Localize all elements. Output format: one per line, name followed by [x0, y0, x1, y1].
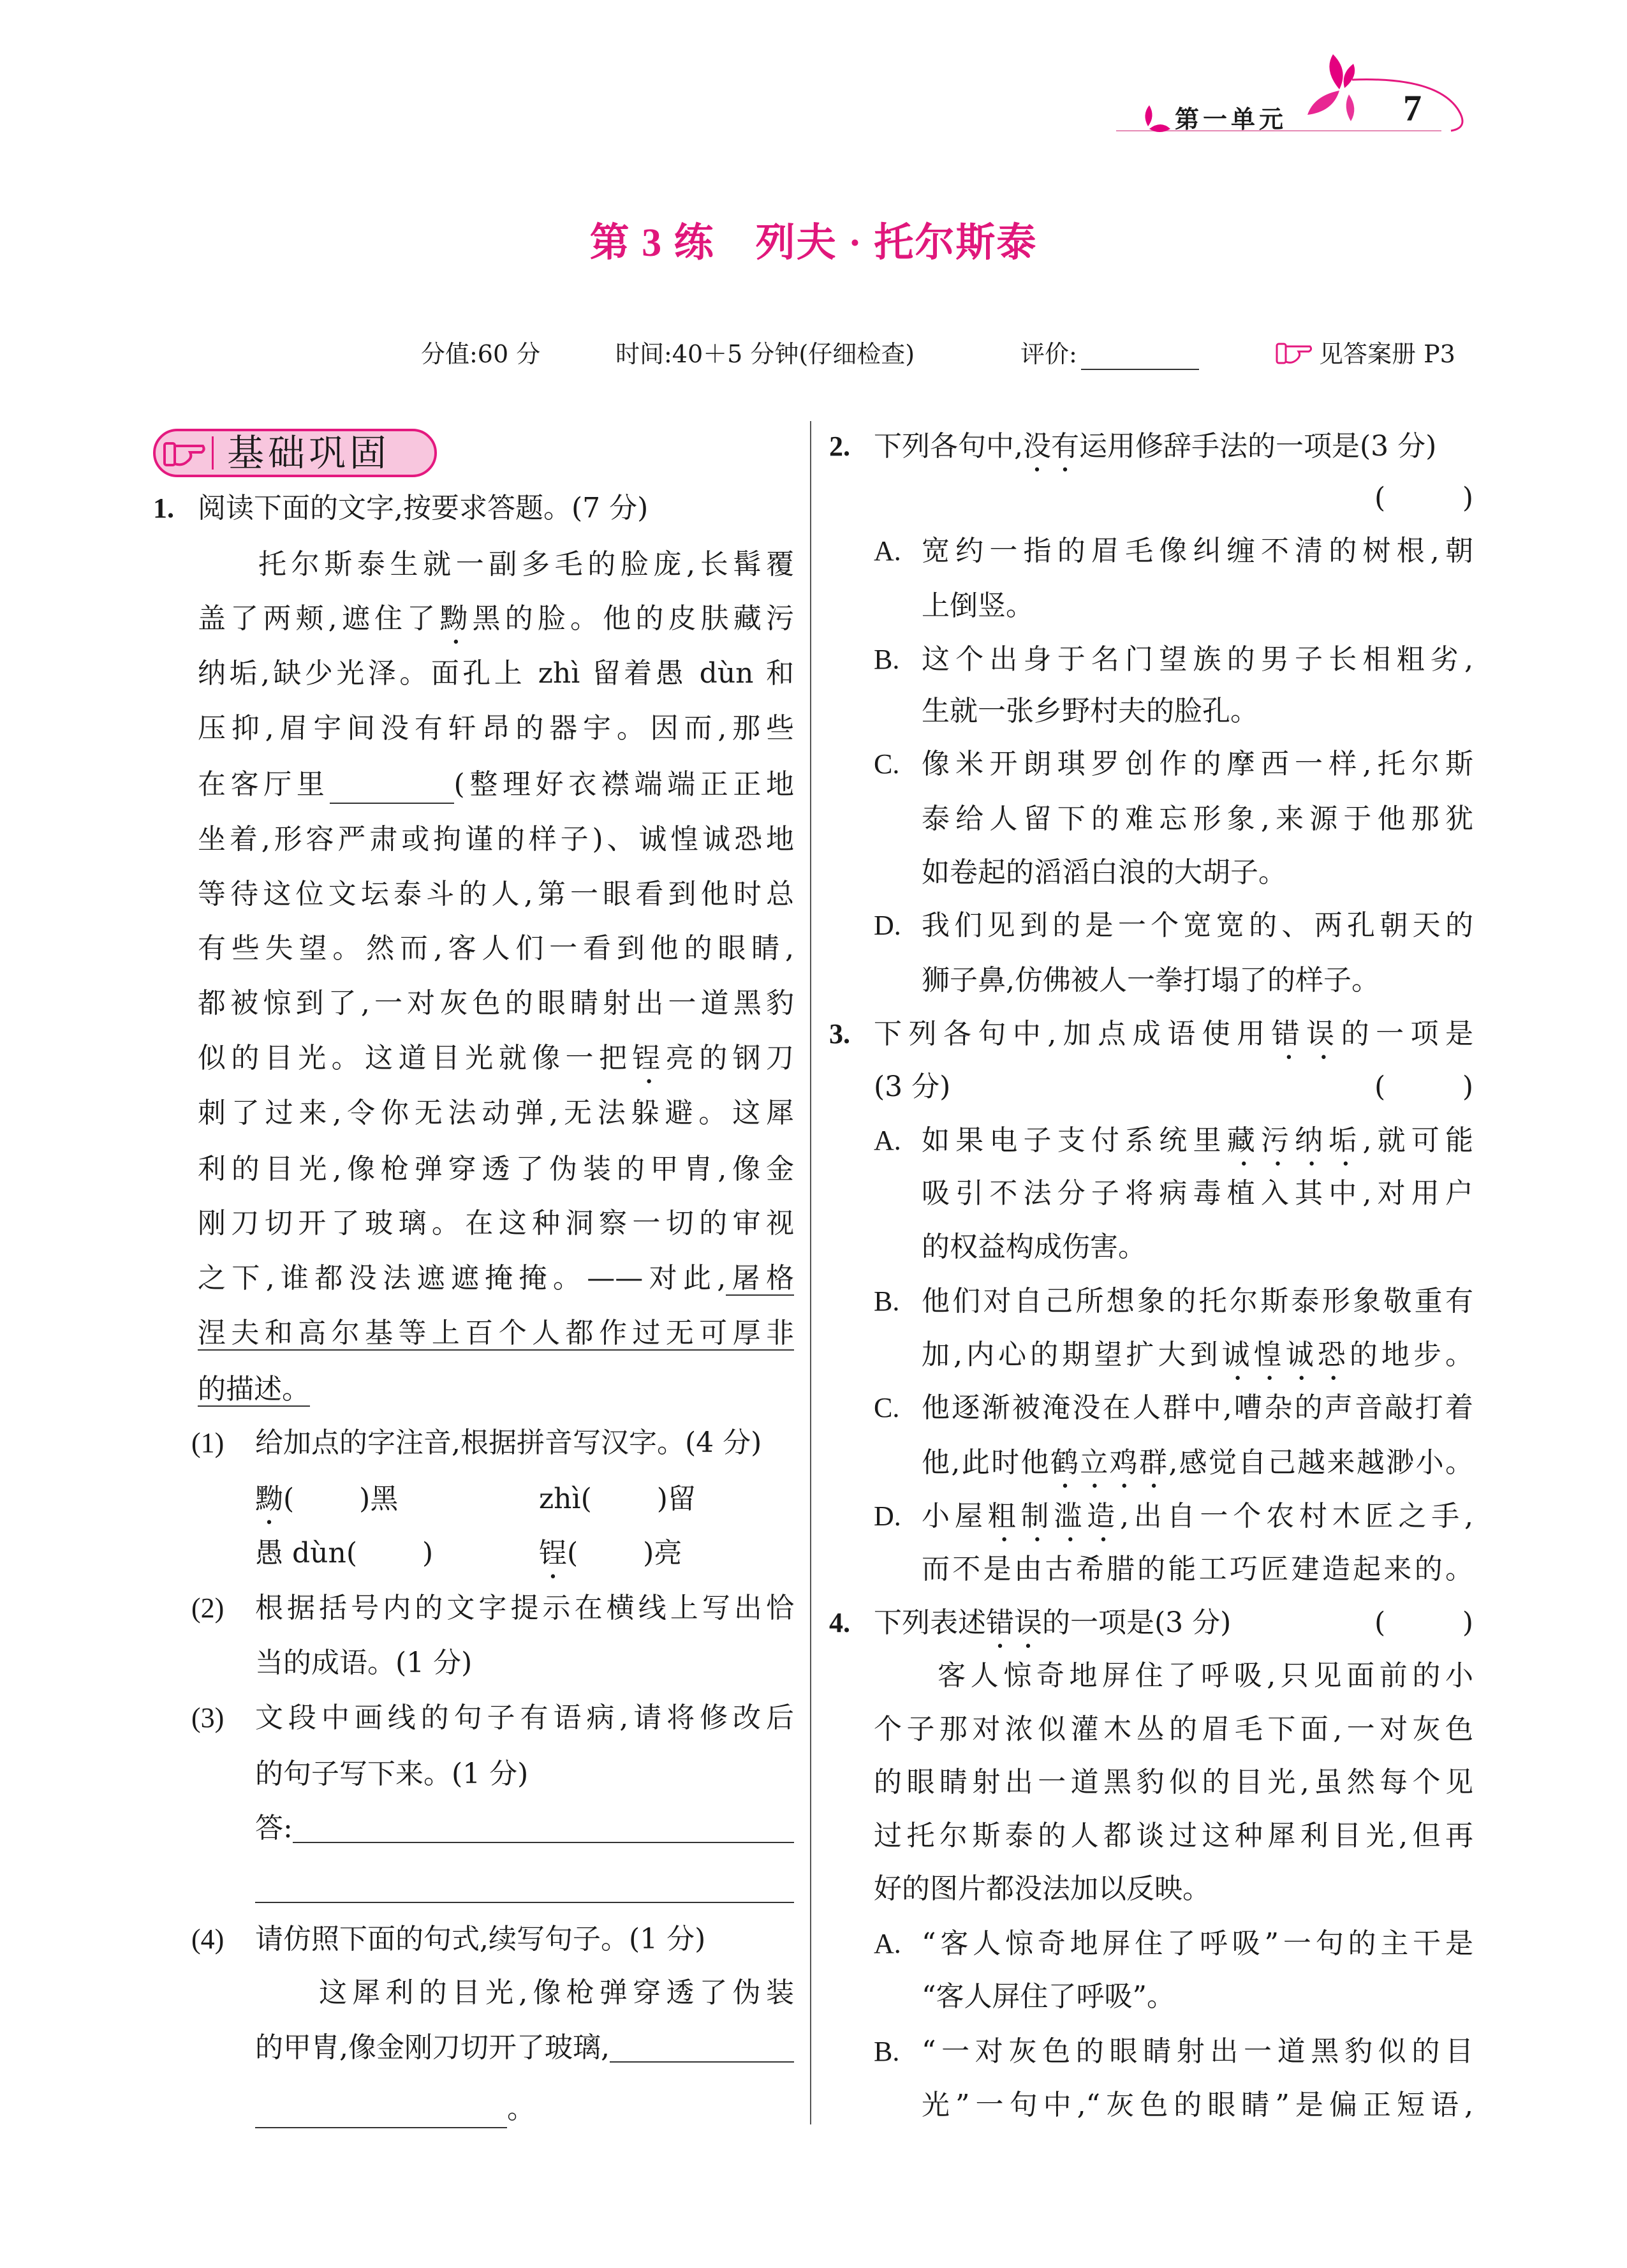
text-line: [922, 1550, 1473, 1589]
text-line: [1374, 479, 1473, 517]
question-number: 2.: [829, 431, 850, 462]
answer-blank[interactable]: [255, 2099, 507, 2128]
emphasized-text: 粗制滥造: [987, 1500, 1120, 1532]
text-segment: 光”一句中,“灰色的眼睛”是偏正短语,: [922, 2089, 1473, 2121]
text-segment: 的一项是: [1341, 1018, 1474, 1050]
text-line: [198, 600, 794, 638]
text-segment: 。: [507, 2093, 535, 2125]
text-line: [874, 1817, 1473, 1855]
text-segment: 我们见到的是一个宽宽的、两孔朝天的: [922, 909, 1473, 942]
text-line: [922, 1925, 1473, 1963]
score-info: 分值:60 分: [421, 340, 541, 368]
question-number: C.: [874, 748, 900, 780]
emphasized-text: 诚惶诚恐: [1221, 1338, 1350, 1371]
underlined-text: 涅夫和高尔基等上百个人都作过无可厚非: [198, 1317, 794, 1349]
underlined-text: 屠格: [726, 1262, 794, 1294]
text-segment: 泰给人留下的难忘形象,来源于他那犹: [922, 803, 1473, 835]
text-segment: 好的图片都没法加以反映。: [874, 1872, 1211, 1905]
text-segment: ( ): [1374, 482, 1473, 514]
text-segment: 他们对自己所想象的托尔斯泰形象敬重有: [922, 1285, 1473, 1317]
text-segment: 根据括号内的文字提示在横线上写出恰: [255, 1592, 794, 1624]
text-line: [198, 1204, 794, 1243]
text-line: [1374, 1604, 1473, 1642]
emphasized-text: 错误: [986, 1606, 1042, 1639]
text-segment: 给加点的字注音,根据拼音写汉字。(4 分): [255, 1427, 762, 1459]
text-segment: 生就一张乡野村夫的脸孔。: [922, 695, 1258, 727]
text-segment: 小屋: [922, 1500, 988, 1532]
section-badge: [153, 429, 437, 477]
question-number: A.: [874, 535, 901, 567]
text-line: [255, 1644, 794, 1682]
question-number: D.: [874, 910, 901, 941]
text-segment: 如卷起的滔滔白浪的大胡子。: [922, 856, 1286, 889]
text-segment: 等待这位文坛泰斗的人,第一眼看到他时总: [198, 878, 794, 910]
emphasized-text: 错误: [1271, 1018, 1341, 1050]
text-segment: 都被惊到了,一对灰色的眼睛射出一道黑豹: [198, 987, 794, 1019]
evaluation-label: 评价:: [1020, 340, 1077, 368]
question-number: 3.: [829, 1018, 850, 1049]
text-segment: 的眼睛射出一道黑豹似的目光,虽然每个见: [874, 1766, 1473, 1798]
emphasized-text: 没有: [1023, 430, 1079, 463]
badge-separator: [212, 436, 214, 470]
text-line: [319, 1974, 794, 2012]
text-segment: 加,内心的期望扩大到: [922, 1338, 1222, 1371]
question-number: (1): [191, 1427, 225, 1458]
text-line: [539, 1534, 794, 1573]
text-line: [198, 709, 794, 748]
text-segment: 当的成语。(1 分): [255, 1647, 473, 1679]
text-segment: 而不是由古希腊的能工巧匠建造起来的。: [922, 1553, 1473, 1585]
page-title: 第 3 练 列夫 · 托尔斯泰: [589, 221, 1038, 265]
text-line: [922, 641, 1473, 679]
answer-blank[interactable]: [293, 1814, 794, 1843]
text-line: [1374, 1068, 1473, 1106]
text-segment: 客人惊奇地屏住了呼吸,只见面前的小: [938, 1659, 1473, 1692]
text-line: [198, 655, 794, 693]
text-segment: 之下,谁都没法遮遮掩掩。——对此,: [198, 1262, 726, 1294]
text-segment: 刚刀切开了玻璃。在这种洞察一切的审视: [198, 1207, 794, 1240]
text-segment: “一对灰色的眼睛射出一道黑豹似的目: [922, 2035, 1473, 2068]
answer-reference: 见答案册 P3: [1319, 340, 1455, 368]
text-segment: 坐着,形容严肃或拘谨的样子)、诚惶诚恐地: [198, 823, 794, 856]
text-line: [938, 1657, 1473, 1695]
text-line: [922, 1389, 1473, 1427]
text-line: [198, 930, 794, 968]
text-segment: ,感觉自己越来越渺小。: [1168, 1446, 1473, 1479]
text-segment: 个子那对浓似灌木丛的眉毛下面,一对灰色: [874, 1713, 1473, 1745]
text-line: [874, 1763, 1473, 1802]
emphasized-text: 锃: [632, 1042, 666, 1074]
text-segment: 文段中画线的句子有语病,请将修改后: [255, 1701, 794, 1734]
answer-blank[interactable]: [255, 1874, 794, 1903]
question-number: 1.: [153, 493, 174, 524]
text-segment: “客人屏住了呼吸”。: [922, 1980, 1175, 2013]
text-line: [922, 1122, 1473, 1160]
text-segment: ( )亮: [567, 1537, 682, 1569]
text-segment: ( ): [1374, 1071, 1473, 1103]
question-number: B.: [874, 1286, 900, 1317]
text-segment: 这个出身于名门望族的男子长相粗劣,: [922, 643, 1473, 676]
text-line: [255, 1869, 794, 1908]
text-segment: 吸引不法分子将病毒植入其中,对用户: [922, 1177, 1473, 1210]
text-segment: 的句子写下来。(1 分): [255, 1758, 529, 1790]
text-line: [922, 1282, 1473, 1321]
text-segment: (3 分): [874, 1071, 951, 1103]
question-number: (4): [191, 1923, 225, 1955]
emphasized-text: 黝: [439, 602, 473, 635]
text-segment: 纳垢,缺少光泽。面孔上 zhì 留着愚 dùn 和: [198, 657, 794, 690]
text-segment: 利的目光,像枪弹穿透了伪装的甲胄,像金: [198, 1153, 794, 1185]
text-segment: 的地步。: [1349, 1338, 1474, 1371]
text-segment: ( )黑: [283, 1483, 399, 1515]
text-segment: 的一项是(3 分): [1042, 1606, 1232, 1639]
text-line: [874, 1015, 1473, 1053]
text-segment: 下列各句中,加点成语使用: [874, 1018, 1272, 1050]
text-segment: 狮子鼻,仿佛被人一拳打塌了的样子。: [922, 964, 1380, 997]
text-segment: 托尔斯泰生就一副多毛的脸庞,长髯覆: [258, 548, 794, 581]
text-line: [258, 545, 794, 584]
text-line: [198, 984, 794, 1023]
emphasized-text: 锃: [539, 1537, 567, 1569]
text-line: [255, 1755, 794, 1793]
text-line: [255, 2090, 794, 2128]
text-segment: 有些失望。然而,客人们一看到他的眼睛,: [198, 932, 794, 965]
text-line: [922, 587, 1473, 625]
text-segment: 似的目光。这道目光就像一把: [198, 1042, 633, 1074]
pointing-hand-icon: [163, 438, 208, 470]
underlined-text: 的描述。: [198, 1373, 310, 1405]
question-number: D.: [874, 1501, 901, 1532]
text-line: [922, 1228, 1473, 1266]
text-line: [874, 1710, 1473, 1749]
pointing-hand-icon: [1276, 340, 1314, 369]
text-line: [198, 1039, 794, 1078]
text-line: [198, 1094, 794, 1132]
text-segment: “客人惊奇地屏住了呼吸”一句的主干是: [922, 1927, 1473, 1960]
text-segment: 愚 dùn( ): [255, 1537, 434, 1569]
text-segment: 他,此时他: [922, 1446, 1050, 1479]
text-line: [874, 427, 1473, 466]
text-segment: 运用修辞手法的一项是(3 分): [1079, 430, 1437, 463]
text-line: [874, 1604, 1276, 1642]
question-number: A.: [874, 1928, 901, 1959]
text-line: [539, 1480, 794, 1518]
text-segment: ,就可能: [1362, 1124, 1473, 1157]
text-line: [922, 2086, 1473, 2124]
text-segment: 阅读下面的文字,按要求答题。(7 分): [198, 492, 649, 524]
question-number: B.: [874, 2036, 900, 2067]
text-line: [922, 961, 1473, 1000]
page-header: [1103, 45, 1486, 147]
question-number: (3): [191, 1702, 225, 1733]
text-segment: 宽约一指的眉毛像纠缠不清的树根,朝: [922, 535, 1473, 567]
evaluation-blank[interactable]: [1081, 369, 1199, 370]
text-line: [255, 2029, 794, 2067]
section-title: 基础巩固: [227, 431, 391, 475]
text-line: [874, 1870, 1473, 1908]
text-line: [922, 532, 1473, 570]
answer-blank[interactable]: [610, 2033, 794, 2063]
text-line: [922, 1336, 1473, 1374]
text-line: [255, 1809, 794, 1848]
text-line: [255, 1589, 794, 1627]
text-segment: 下列各句中,: [874, 430, 1023, 463]
text-line: [255, 1480, 510, 1518]
text-line: [255, 1424, 794, 1462]
text-line: [198, 489, 794, 528]
text-segment: 像米开朗琪罗创作的摩西一样,托尔斯: [922, 748, 1473, 780]
text-line: [922, 1497, 1473, 1536]
text-segment: 他逐渐被淹没在人群中,嘈杂的声音敲打着: [922, 1391, 1473, 1424]
text-segment: 请仿照下面的句式,续写句子。(1 分): [255, 1923, 706, 1955]
text-line: [922, 1175, 1473, 1213]
text-line: [922, 745, 1473, 783]
text-line: [198, 766, 794, 804]
text-line: [198, 1370, 794, 1409]
text-segment: zhì( )留: [539, 1483, 696, 1515]
column-divider: [810, 421, 811, 2124]
text-segment: 答:: [255, 1812, 293, 1844]
text-line: [922, 854, 1473, 892]
text-line: [198, 1150, 794, 1189]
text-line: [922, 2033, 1473, 2071]
page-number: 7: [1403, 87, 1422, 129]
text-line: [255, 1920, 794, 1959]
text-segment: (整理好衣襟端端正正地: [453, 768, 795, 801]
text-line: [922, 692, 1473, 730]
text-segment: 刺了过来,令你无法动弹,无法躲避。这犀: [198, 1097, 794, 1129]
text-line: [198, 875, 794, 914]
question-number: A.: [874, 1125, 901, 1156]
question-number: B.: [874, 644, 900, 675]
unit-label: 第一单元: [1175, 105, 1288, 133]
text-line: [922, 907, 1473, 945]
text-segment: 压抑,眉宇间没有轩昂的器宇。因而,那些: [198, 712, 794, 745]
question-number: (2): [191, 1592, 225, 1624]
emphasized-text: 黝: [255, 1483, 283, 1515]
text-line: [255, 1534, 510, 1573]
text-segment: 盖了两颊,遮住了: [198, 602, 440, 635]
emphasized-text: 鹤立鸡群: [1050, 1446, 1169, 1479]
text-segment: ,出自一个农村木匠之手,: [1119, 1500, 1474, 1532]
text-line: [922, 1444, 1473, 1482]
text-line: [255, 1699, 794, 1737]
text-segment: 如果电子支付系统里: [922, 1124, 1227, 1157]
text-segment: 黑的脸。他的皮肤藏污: [472, 602, 794, 635]
emphasized-text: 藏污纳垢: [1226, 1124, 1363, 1157]
text-line: [922, 1978, 1473, 2016]
text-segment: ( ): [1374, 1606, 1473, 1639]
text-segment: 的权益构成伤害。: [922, 1231, 1146, 1263]
flower-ornament-icon: [1103, 45, 1486, 147]
text-segment: 的甲胄,像金刚刀切开了玻璃,: [255, 2031, 610, 2064]
text-segment: 下列表述: [874, 1606, 986, 1639]
text-segment: 过托尔斯泰的人都谈过这种犀利目光,但再: [874, 1820, 1473, 1852]
answer-blank[interactable]: [330, 775, 454, 804]
text-line: [198, 1314, 794, 1353]
text-segment: 亮的钢刀: [665, 1042, 795, 1074]
question-number: 4.: [829, 1607, 850, 1638]
time-info: 时间:40＋5 分钟(仔细检查): [615, 340, 915, 368]
text-segment: 上倒竖。: [922, 589, 1034, 622]
text-line: [922, 800, 1473, 838]
question-number: C.: [874, 1392, 900, 1423]
text-segment: 这犀利的目光,像枪弹穿透了伪装: [319, 1976, 794, 2009]
text-line: [874, 1068, 1084, 1106]
text-line: [198, 1259, 794, 1298]
text-segment: 在客厅里: [198, 768, 330, 801]
text-line: [198, 820, 794, 859]
